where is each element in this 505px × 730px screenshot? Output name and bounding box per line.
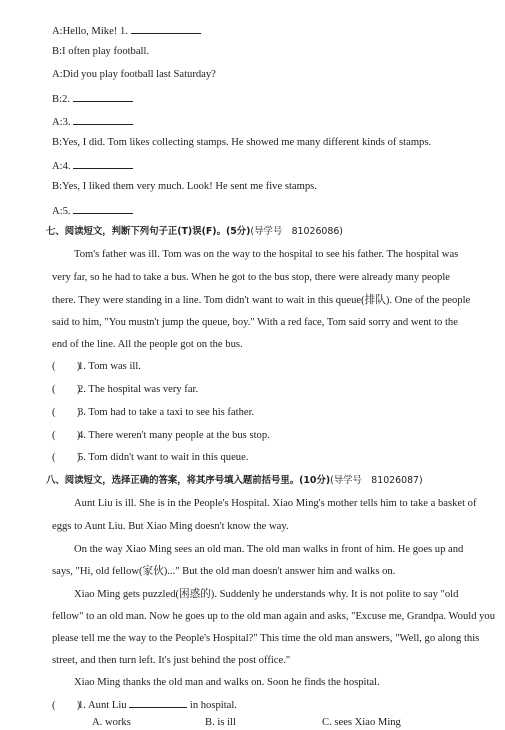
dialogue-line-4: B:2. <box>52 91 483 107</box>
section-8-passage-line: eggs to Aunt Liu. But Xiao Ming doesn't know the way. <box>52 521 289 532</box>
dialogue-line-2: B:I often play football. <box>52 46 150 57</box>
answer-blank-1[interactable] <box>131 23 201 34</box>
answer-bracket[interactable]: ( ) <box>52 700 81 711</box>
tf-question-3: ( )3. Tom had to take a taxi to see his father. <box>52 407 255 418</box>
answer-blank-3[interactable] <box>73 114 133 125</box>
section-8-passage-line: On the way Xiao Ming sees an old man. The old man walks in front of him. He goes up and <box>74 544 464 555</box>
dialogue-line-7: A:4. <box>52 158 483 174</box>
section-7-passage-line: said to him, "You mustn't jump the queue, boy." With a red face, Tom said sorry and went to the <box>52 317 458 328</box>
answer-bracket[interactable]: ( ) <box>52 361 81 372</box>
tf-question-5: ( )5. Tom didn't want to wait in this queue. <box>52 452 249 463</box>
answer-blank-4[interactable] <box>73 158 133 169</box>
dialogue-line-9: A:5. <box>52 203 483 219</box>
section-8-passage-line: Xiao Ming gets puzzled(困惑的). Suddenly he understands why. It is not polite to say "old <box>74 589 459 600</box>
section-8-heading: 八、阅读短文，选择正确的答案，将其序号填入题前括号里。(10分)(导学号 81026087) <box>46 475 423 486</box>
answer-bracket[interactable]: ( ) <box>52 407 81 418</box>
answer-blank-q1[interactable] <box>129 697 187 708</box>
answer-bracket[interactable]: ( ) <box>52 384 81 395</box>
answer-bracket[interactable]: ( ) <box>52 430 81 441</box>
answer-blank-2[interactable] <box>73 91 133 102</box>
section-7-passage-line: very far, so he had to take a bus. When he got to the bus stop, there were already many people <box>52 272 450 283</box>
section-7-passage-line: end of the line. All the people got on the bus. <box>52 339 243 350</box>
mc-question-1: ( )1. Aunt Liu in hospital. <box>52 697 483 713</box>
section-8-passage-line: fellow" to an old man. Now he goes up to the old man again and asks, "Excuse me, Grandpa. Would you <box>52 611 496 622</box>
tf-question-1: ( )1. Tom was ill. <box>52 361 141 372</box>
section-8-passage-line: Xiao Ming thanks the old man and walks on. Soon he finds the hospital. <box>74 677 380 688</box>
answer-blank-5[interactable] <box>73 203 133 214</box>
dialogue-line-8: B:Yes, I liked them very much. Look! He sent me five stamps. <box>52 181 317 192</box>
option-b[interactable]: B. is ill <box>205 717 236 728</box>
tf-question-4: ( )4. There weren't many people at the bus stop. <box>52 430 270 441</box>
section-8-passage-line: street, and then turn left. It's just behind the post office." <box>52 655 291 666</box>
dialogue-line-1: A:Hello, Mike! 1. <box>52 23 483 39</box>
section-7-passage-line: Tom's father was ill. Tom was on the way to the hospital to see his father. The hospital was <box>74 249 459 260</box>
section-7-heading: 七、阅读短文，判断下列句子正(T)误(F)。(5分)(导学号 81026086) <box>46 226 343 237</box>
option-a[interactable]: A. works <box>92 717 131 728</box>
dialogue-line-5: A:3. <box>52 114 483 130</box>
section-8-passage-line: Aunt Liu is ill. She is in the People's Hospital. Xiao Ming's mother tells him to take a basket of <box>74 498 477 509</box>
dialogue-line-3: A:Did you play football last Saturday? <box>52 69 216 80</box>
option-c[interactable]: C. sees Xiao Ming <box>322 717 401 728</box>
tf-question-2: ( )2. The hospital was very far. <box>52 384 199 395</box>
section-8-passage-line: says, "Hi, old fellow(家伙)..." But the old man doesn't answer him and walks on. <box>52 566 396 577</box>
section-8-passage-line: please tell me the way to the People's Hospital?" This time the old man answers, "Well, go along this <box>52 633 480 644</box>
section-7-passage-line: there. They were standing in a line. Tom didn't want to wait in this queue(排队). One of the people <box>52 295 471 306</box>
answer-bracket[interactable]: ( ) <box>52 452 81 463</box>
dialogue-line-6: B:Yes, I did. Tom likes collecting stamps. He showed me many different kinds of stamps. <box>52 137 432 148</box>
